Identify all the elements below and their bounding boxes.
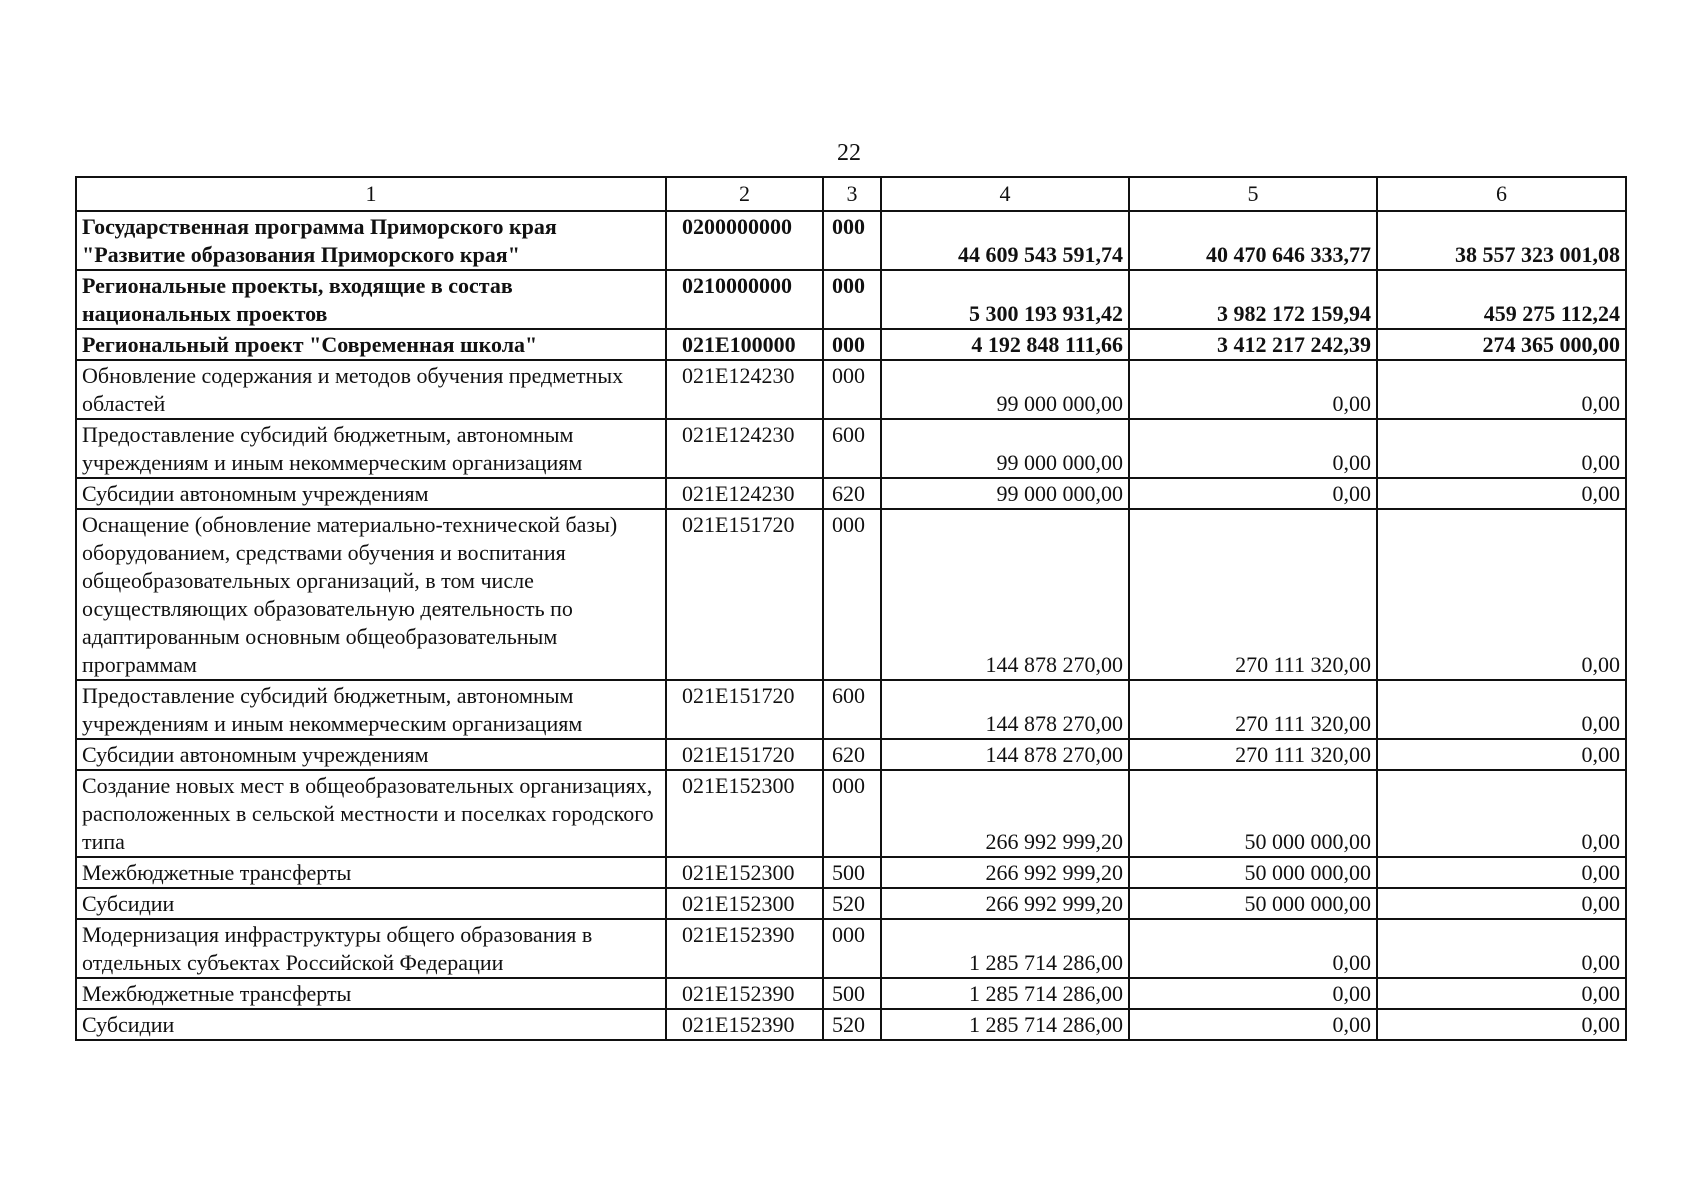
row-code: 021E152300 [666, 857, 823, 888]
row-value-col4: 144 878 270,00 [881, 509, 1129, 680]
table-row [76, 270, 1626, 329]
row-value-col5: 0,00 [1129, 919, 1377, 978]
row-value-col5: 50 000 000,00 [1129, 857, 1377, 888]
row-name: Модернизация инфраструктуры общего образования в отдельных субъектах Российской Федерации [76, 919, 666, 978]
row-value-col6: 0,00 [1377, 680, 1626, 739]
row-value-col6: 0,00 [1377, 857, 1626, 888]
row-value-col4: 99 000 000,00 [881, 419, 1129, 478]
row-value-col6: 0,00 [1377, 1009, 1626, 1040]
row-value-col4: 5 300 193 931,42 [881, 270, 1129, 329]
row-value-col5: 0,00 [1129, 419, 1377, 478]
row-value-col4: 266 992 999,20 [881, 888, 1129, 919]
row-name: Субсидии [76, 1009, 666, 1040]
row-code: 021E100000 [666, 329, 823, 360]
row-name: Межбюджетные трансферты [76, 978, 666, 1009]
column-header: 4 [881, 177, 1129, 211]
row-value-col5: 0,00 [1129, 978, 1377, 1009]
row-value-col5: 3 982 172 159,94 [1129, 270, 1377, 329]
column-header: 6 [1377, 177, 1626, 211]
row-value-col4: 1 285 714 286,00 [881, 978, 1129, 1009]
table-row [76, 211, 1626, 270]
row-type-code: 000 [823, 770, 881, 857]
column-header: 1 [76, 177, 666, 211]
row-value-col6: 0,00 [1377, 509, 1626, 680]
table-row [76, 360, 1626, 419]
row-type-code: 000 [823, 329, 881, 360]
row-code: 0200000000 [666, 211, 823, 270]
table-row [76, 509, 1626, 680]
row-value-col6: 0,00 [1377, 419, 1626, 478]
row-type-code: 500 [823, 857, 881, 888]
table-row [76, 978, 1626, 1009]
row-code: 021E152300 [666, 770, 823, 857]
row-code: 021E152390 [666, 919, 823, 978]
row-name: Субсидии автономным учреждениям [76, 739, 666, 770]
row-code: 021E124230 [666, 478, 823, 509]
row-name: Обновление содержания и методов обучения предметных областей [76, 360, 666, 419]
row-name: Предоставление субсидий бюджетным, автономным учреждениям и иным некоммерческим организациям [76, 680, 666, 739]
row-value-col6: 0,00 [1377, 360, 1626, 419]
budget-table-body [76, 177, 1626, 1040]
row-value-col4: 99 000 000,00 [881, 360, 1129, 419]
row-type-code: 000 [823, 211, 881, 270]
row-type-code: 620 [823, 478, 881, 509]
row-value-col6: 0,00 [1377, 888, 1626, 919]
table-row [76, 419, 1626, 478]
row-value-col4: 1 285 714 286,00 [881, 1009, 1129, 1040]
row-value-col6: 0,00 [1377, 919, 1626, 978]
row-value-col5: 50 000 000,00 [1129, 770, 1377, 857]
row-name: Межбюджетные трансферты [76, 857, 666, 888]
row-name: Субсидии автономным учреждениям [76, 478, 666, 509]
row-code: 021E152300 [666, 888, 823, 919]
row-value-col6: 0,00 [1377, 770, 1626, 857]
row-value-col5: 40 470 646 333,77 [1129, 211, 1377, 270]
row-value-col5: 0,00 [1129, 478, 1377, 509]
budget-table [75, 176, 1627, 1041]
row-value-col5: 270 111 320,00 [1129, 680, 1377, 739]
row-value-col4: 266 992 999,20 [881, 857, 1129, 888]
row-type-code: 500 [823, 978, 881, 1009]
table-row [76, 329, 1626, 360]
table-row [76, 1009, 1626, 1040]
row-name: Региональный проект "Современная школа" [76, 329, 666, 360]
row-value-col6: 459 275 112,24 [1377, 270, 1626, 329]
row-value-col4: 144 878 270,00 [881, 739, 1129, 770]
row-value-col5: 270 111 320,00 [1129, 509, 1377, 680]
table-row [76, 857, 1626, 888]
table-row [76, 919, 1626, 978]
row-type-code: 000 [823, 270, 881, 329]
row-value-col6: 38 557 323 001,08 [1377, 211, 1626, 270]
table-row [76, 739, 1626, 770]
row-value-col4: 4 192 848 111,66 [881, 329, 1129, 360]
row-type-code: 520 [823, 1009, 881, 1040]
column-header: 2 [666, 177, 823, 211]
row-type-code: 000 [823, 509, 881, 680]
row-code: 021E152390 [666, 1009, 823, 1040]
row-value-col5: 3 412 217 242,39 [1129, 329, 1377, 360]
column-header: 3 [823, 177, 881, 211]
row-code: 021E124230 [666, 360, 823, 419]
row-value-col6: 0,00 [1377, 478, 1626, 509]
row-value-col4: 1 285 714 286,00 [881, 919, 1129, 978]
row-value-col4: 99 000 000,00 [881, 478, 1129, 509]
row-value-col4: 144 878 270,00 [881, 680, 1129, 739]
row-code: 021E124230 [666, 419, 823, 478]
row-code: 021E151720 [666, 739, 823, 770]
table-row [76, 680, 1626, 739]
row-code: 021E151720 [666, 680, 823, 739]
row-name: Предоставление субсидий бюджетным, автономным учреждениям и иным некоммерческим организациям [76, 419, 666, 478]
row-value-col5: 0,00 [1129, 1009, 1377, 1040]
row-name: Региональные проекты, входящие в состав национальных проектов [76, 270, 666, 329]
row-value-col4: 266 992 999,20 [881, 770, 1129, 857]
row-value-col5: 270 111 320,00 [1129, 739, 1377, 770]
row-value-col4: 44 609 543 591,74 [881, 211, 1129, 270]
row-name: Субсидии [76, 888, 666, 919]
page-number: 22 [837, 140, 861, 166]
table-row [76, 478, 1626, 509]
row-type-code: 000 [823, 360, 881, 419]
column-header: 5 [1129, 177, 1377, 211]
row-type-code: 600 [823, 680, 881, 739]
row-type-code: 520 [823, 888, 881, 919]
row-type-code: 600 [823, 419, 881, 478]
table-row [76, 888, 1626, 919]
row-type-code: 000 [823, 919, 881, 978]
row-value-col6: 0,00 [1377, 978, 1626, 1009]
row-name: Оснащение (обновление материально-технической базы) оборудованием, средствами обучения и воспитания общеобразовательных организаций, в том числе осуществляющих образовательную деятельность по адаптированным основным общеобразовательным программам [76, 509, 666, 680]
table-row [76, 770, 1626, 857]
row-value-col5: 50 000 000,00 [1129, 888, 1377, 919]
row-type-code: 620 [823, 739, 881, 770]
row-value-col5: 0,00 [1129, 360, 1377, 419]
row-name: Создание новых мест в общеобразовательных организациях, расположенных в сельской местности и поселках городского типа [76, 770, 666, 857]
column-number-row [76, 177, 1626, 211]
row-value-col6: 274 365 000,00 [1377, 329, 1626, 360]
row-name: Государственная программа Приморского края "Развитие образования Приморского края" [76, 211, 666, 270]
row-code: 021E151720 [666, 509, 823, 680]
row-code: 0210000000 [666, 270, 823, 329]
row-value-col6: 0,00 [1377, 739, 1626, 770]
row-code: 021E152390 [666, 978, 823, 1009]
